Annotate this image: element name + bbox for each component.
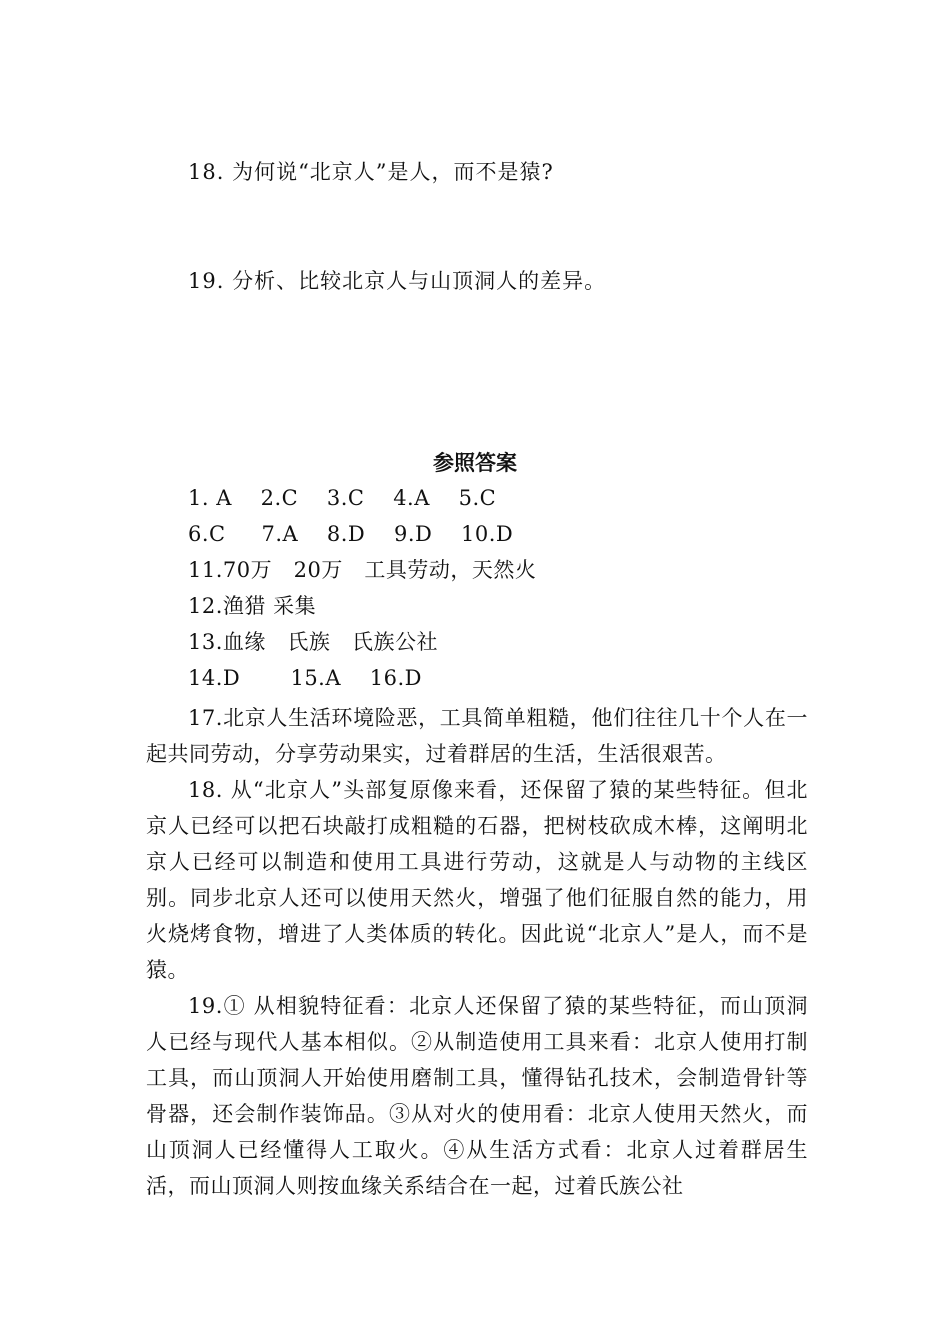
answer-line-4: 12.渔猎 采集 <box>188 594 317 618</box>
answer-line-1: 1. A 2.C 3.C 4.A 5.C <box>188 486 497 510</box>
answer-17: 17.北京人生活环境险恶，工具简单粗糙，他们往往几十个人在一起共同劳动，分享劳动果实，过着群居的生活，生活很艰苦。 <box>146 706 808 766</box>
question-19: 19. 分析、比较北京人与山顶洞人的差异。 <box>188 269 607 293</box>
question-18: 18. 为何说“北京人”是人，而不是猿? <box>188 160 554 184</box>
answer-line-3: 11.70万 20万 工具劳动，天然火 <box>188 558 537 582</box>
answer-line-6: 14.D 15.A 16.D <box>188 666 422 690</box>
answer-18: 18. 从“北京人”头部复原像来看，还保留了猿的某些特征。但北京人已经可以把石块敲打成粗糙的石器，把树枝砍成木棒，这阐明北京人已经可以制造和使用工具进行劳动，这就是人与动物的主线区别。同步北京人还可以使用天然火，增强了他们征服自然的能力，用火烧烤食物，增进了人类体质的转化。因此说“北京人”是人，而不是猿。 <box>146 778 808 982</box>
answer-19: 19.① 从相貌特征看：北京人还保留了猿的某些特征，而山顶洞人已经与现代人基本相似。②从制造使用工具来看：北京人使用打制工具，而山顶洞人开始使用磨制工具，懂得钻孔技术，会制造骨针等骨器，还会制作装饰品。③从对火的使用看：北京人使用天然火，而山顶洞人已经懂得人工取火。④从生活方式看：北京人过着群居生活，而山顶洞人则按血缘关系结合在一起，过着氏族公社 <box>146 994 808 1198</box>
answer-line-2: 6.C 7.A 8.D 9.D 10.D <box>188 522 514 546</box>
answer-line-5: 13.血缘 氏族 氏族公社 <box>188 630 438 654</box>
answers-title: 参照答案 <box>433 451 517 475</box>
